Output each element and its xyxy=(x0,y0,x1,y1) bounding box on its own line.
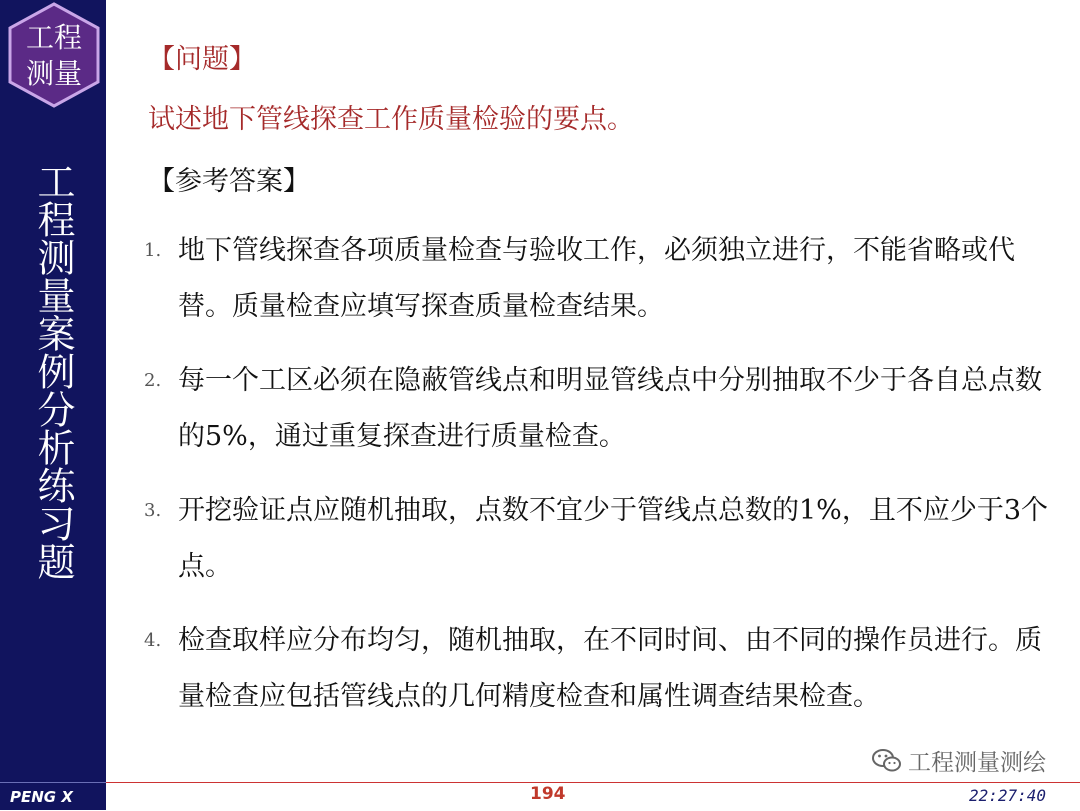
answer-heading: 【参考答案】 xyxy=(148,166,310,197)
watermark xyxy=(872,744,1046,777)
answer-item-number: 1. xyxy=(144,240,162,261)
clock-time: 22:27:40 xyxy=(968,786,1046,805)
answer-item-2 xyxy=(140,353,1055,465)
question-text: 试述地下管线探查工作质量检验的要点。 xyxy=(148,104,634,135)
answer-item-1 xyxy=(140,223,1055,335)
answer-item-number: 2. xyxy=(144,370,162,391)
watermark-text: 工程测量测绘 xyxy=(908,750,1046,776)
author-label: PENG X xyxy=(0,782,106,810)
answer-item-text: 检查取样应分布均匀，随机抽取，在不同时间、由不同的操作员进行。质量检查应包括管线点的几何精度检查和属性调查结果检查。 xyxy=(178,625,1042,712)
answer-item-3 xyxy=(140,483,1055,595)
logo-text xyxy=(6,20,102,92)
footer-divider xyxy=(106,782,1080,811)
answer-item-4 xyxy=(140,613,1055,725)
wechat-icon xyxy=(872,748,902,774)
logo-line-2: 测量 xyxy=(25,57,82,90)
course-title: 工程测量案例分析练习题 xyxy=(31,162,75,580)
page-number: 194 xyxy=(530,784,566,804)
answer-item-text: 每一个工区必须在隐蔽管线点和明显管线点中分别抽取不少于各自总点数的5%，通过重复探查进行质量检查。 xyxy=(178,365,1042,452)
question-heading: 【问题】 xyxy=(148,44,256,75)
answer-item-number: 4. xyxy=(144,630,162,651)
logo-line-1: 工程 xyxy=(25,21,82,54)
answer-item-number: 3. xyxy=(144,500,162,521)
sidebar xyxy=(0,0,106,810)
answer-item-text: 地下管线探查各项质量检查与验收工作，必须独立进行，不能省略或代替。质量检查应填写探查质量检查结果。 xyxy=(178,235,1015,322)
answer-list xyxy=(140,223,1055,743)
answer-item-text: 开挖验证点应随机抽取，点数不宜少于管线点总数的1%，且不应少于3个点。 xyxy=(178,495,1049,582)
